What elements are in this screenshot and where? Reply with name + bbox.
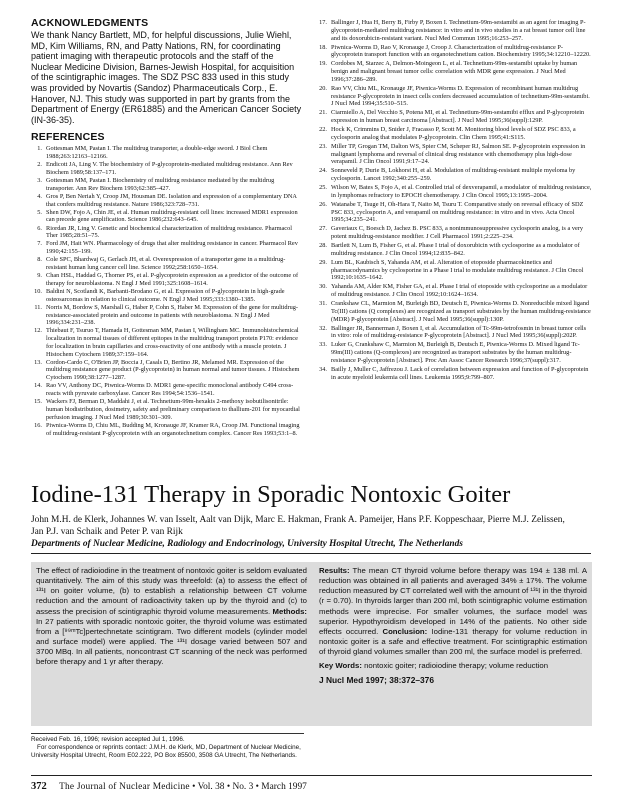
reference-text: Rao VV, Chiu ML, Kronauge JF, Piwnica-Worms D. Expression of recombinant human multidrug resistance P-glycoprotein in insect cells confers decreased accumulation of technetium-99m-sestamibi. J Nucl Med 1994;35:510–515. [331,84,590,108]
reference-text: Gros P, Ben Neriah Y, Croop JM, Housman DE. Isolation and expression of a complementary DNA that confers multidrug resistance. Nature 1986;323:728–731. [46,192,297,208]
reference-item [31,177,304,193]
reference-item [316,184,592,200]
abstract-intro: The effect of radioiodine in the treatment of nontoxic goiter is seldom evaluated quantitatively. The aim of this study was threefold: (a) to assess the effect of ¹³¹I on goiter volume, (b) to establish a relationship between CT volume reduction and the amount of radioactivity taken up by the thyroid and (c) to assess the precision of scintigraphic thyroid volume measurements. [36,566,307,616]
page-number: 372 [31,781,47,792]
journal-name: The Journal of Nuclear Medicine [59,782,190,792]
reference-number: 33. [319,341,327,349]
abstract-box [31,562,592,726]
reference-item [316,225,592,241]
footnote-divider [31,733,304,734]
reference-number: 22. [319,126,327,133]
reference-number: 6. [37,224,42,232]
reference-number: 32. [319,324,327,332]
footer-divider [31,775,592,776]
reference-item [31,193,304,209]
reference-item [316,259,592,282]
reference-text: Riordan JR, Ling V. Genetic and biochemical characterization of multidrug resistance. Pharmacol Ther 1985;28:51–75. [46,224,292,240]
correspondence-note: For correspondence or reprints contact: J.M.H. de Klerk, MD, Department of Nuclear Medicine, University Hospital Utrecht, Room E02.222, PO Box 85500, 3508 GA Utrecht, The Netherlands. [31,743,301,759]
reference-item [31,288,304,304]
reference-item [31,327,304,358]
reference-item [31,272,304,288]
footer-separator: • [226,782,231,792]
reference-text: Hock K, Crimmins D, Snider J, Fracasso P, Scott M. Monitoring blood levels of SDZ PSC 833, a cyclosporin analog that modulates P-glycoprotein. Clin Chem 1995;41:S115. [331,126,576,141]
reference-number: 19. [319,60,327,68]
reference-text: Luker G, Crankshaw C, Marmion M, Burleigh B, Deutsch E, Piwnica-Worms D. Mixed ligand Tc-99m(III) cations (Q-complexes) are recognized as transport substrates by the human multidrug-resistance P-glycoprotein [Abstract]. Proc Am Assoc Cancer Research 1996;37(suppl):317. [331,341,580,364]
reference-number: 14. [34,382,42,390]
reference-text: Cordon-Cardo C, O'Brien JP, Boccia J, Casals D, Bertino JR, Melamed MR. Expression of the multidrug resistance gene product (P-glycoprotein) in human normal and tumor tissues. J Histochem Cytochem 1990;38:1277–1287. [46,358,300,382]
abstract-left-column [36,566,307,668]
title-divider [31,553,591,554]
reference-text: Sonneveld P, Durie B, Lokhorst H, et al. Modulation of multidrug-resistant multiple myeloma by cyclosporin. Lancet 1992;340:255–259. [331,167,576,182]
reference-text: Yahanda AM, Alder KM, Fisher GA, et al. Phase I trial of etoposide with cyclosporine as a modulator of multidrug resistance. J Clin Oncol 1992;10:1624–1634. [331,283,588,298]
abstract-conclusion: Iodine-131 therapy for volume reduction in nontoxic goiter is a safe and effective treatment. For scintigraphic estimation of thyroid gland volumes smaller than 200 ml, the surface model is preferred. [319,626,588,657]
journal-date: March 1997 [261,782,307,792]
reference-text: Thiebaut F, Tsuruo T, Hamada H, Gottesman MM, Pastan I, Willingham MC. Immunohistochemical localization in normal tissues of different epitopes in the multidrug transport protein P170: evidence for localization in brain capillaries and cross-reactivity of one antibody with a muscle protein. J Histochem Cytochem 1989;37:159–164. [46,327,299,358]
reference-text: Gaveriaux C, Boesch D, Jachez B. PSC 833, a nonimmunosuppressive cyclosporin analog, is a very potent multidrug-resistance modifier. J Cell Pharmacol 1991;2:225–234. [331,225,584,240]
keywords-text: nontoxic goiter; radioiodine therapy; volume reduction [364,661,549,671]
abstract-paragraph [36,566,307,668]
reference-text: Endicott JA, Ling V. The biochemistry of P-glycoprotein-mediated multidrug resistance. Ann Rev Biochem 1989;58:137–171. [46,161,293,176]
reference-text: Shen DW, Fojo A, Chin JE, et al. Human multidrug-resistant cell lines: increased MDR1 expression can precede gene amplification. Science 1986;232:643–645. [46,208,298,224]
reference-item [316,283,592,299]
reference-number: 17. [319,19,327,26]
reference-number: 15. [34,398,42,406]
reference-text: Ford JM, Hait WN. Pharmacology of drugs that alter multidrug resistance in cancer. Pharmacol Rev 1990;42:155–199. [46,240,298,256]
reference-text: Lum BL, Kaubisch S, Yahanda AM, et al. Alteration of etoposide pharmacokinetics and pharmacodynamics by cyclosporine in a Phase I trial to modulate multidrug resistance. J Clin Oncol 1992;10:1635–1642. [331,258,584,282]
abstract-methods: In 27 patients with sporadic nontoxic goiter, the thyroid volume was estimated from a [⁹⁹ᵐTc]pertechnetate scintigram. Two different models (cylinder model and surface model) were applied. The ¹³¹I dosage varied between 507 and 3700 MBq. In all patients, noncontrast CT scanning of the neck was performed before therapy and 1 yr after therapy. [36,616,307,667]
reference-text: Baldini N, Scotlandi K, Barbanti-Brodano G, et al. Expression of P-glycoprotein in high-grade osteosarcomas in relation to clinical outcome. N Engl J Med 1995;333:1380–1385. [46,287,285,303]
journal-issue: No. 3 [232,782,254,792]
reference-text: Gottesman MM, Pastan I. The multidrug transporter, a double-edge sword. J Biol Chem 1988;263:12163–12166. [46,145,268,161]
footer-separator: • [255,782,259,792]
conclusion-label: Conclusion: [382,626,428,636]
reference-number: 5. [37,208,42,216]
reference-text: Rao VV, Anthony DC, Piwnica-Worms D. MDR1 gene-specific monoclonal antibody C494 cross-reacts with pyruvate carboxylase. Cancer Res 1994;54:1536–1541. [46,382,294,398]
reference-text: Ciarmiello A, Del Vecchio S, Potena MI, et al. Technetium-99m-sestamibi efflux and P-glycoprotein expression in human breast carcinoma [Abstract]. J Nucl Med 1995;36(suppl):129P. [331,109,585,124]
reference-number: 2. [37,161,42,169]
reference-item [316,366,592,382]
reference-item [316,85,592,108]
reference-text: Ballinger JR, Bannerman J, Boxen I, et al. Accumulation of Tc-99m-tetrofosmin in breast tumor cells in vitro: role of multidrug-resistance P-glycoprotein [Abstract]. J Nucl Med 1995;36(suppl):202P. [331,324,587,340]
reference-number: 34. [319,365,327,373]
reference-item [31,359,304,382]
reference-number: 10. [34,287,42,295]
reference-item [316,167,592,183]
reference-item [31,256,304,272]
reference-number: 29. [319,258,327,266]
footer-separator: • [192,782,196,792]
received-dates: Received Feb. 16, 1996; revision accepted Jul 1, 1996. [31,736,185,743]
reference-item [31,240,304,256]
reference-text: Piwnica-Worms D, Chiu ML, Budding M, Kronauge JF, Kramer RA, Croop JM. Functional imaging of multidrug-resistant P-glycoprotein with an organotechnetium complex. Cancer Res 1993;53:1–8. [46,421,300,437]
methods-label: Methods: [272,606,307,616]
right-column [316,17,592,383]
references-heading: REFERENCES [31,131,105,144]
page-footer [31,781,592,793]
reference-number: 18. [319,43,327,51]
reference-item [316,201,592,224]
reference-number: 4. [37,192,42,200]
reference-text: Gottesman MM, Pastan I. Biochemistry of multidrug resistance mediated by the multidrug transporter. Ann Rev Biochem 1993;62:385–427. [46,177,275,192]
reference-text: Miller TP, Grogan TM, Dalton WS, Spier CM, Scheper RJ, Salmon SE. P-glycoprotein expression in malignant lymphoma and reversal of clinical drug resistance with chemotherapy plus high-dose verapamil. J Clin Oncol 1991;9:17–24. [331,142,586,166]
reference-item [316,60,592,83]
reference-number: 20. [319,84,327,92]
reference-text: Crankshaw CL, Marmion M, Burleigh BD, Deutsch E, Piwnica-Worms D. Nonreducible mixed ligand Tc(III) cations (Q complexes) are recognized as transport substrates by the human multidrug-resistance (MDR) P-glycoprotein [Abstract]. J Nucl Med 1995;36(suppl):130P. [331,300,591,323]
reference-item [316,143,592,166]
reference-item [316,242,592,258]
reference-text: Cole SPC, Bhardwaj G, Gerlach JH, et al. Overexpression of a transporter gene in a multidrug-resistant human lung cancer cell line. Science 1992;258:1650–1654. [46,256,286,271]
reference-number: 8. [37,256,42,264]
references-list-right [316,19,592,381]
reference-item [316,300,592,323]
reference-number: 23. [319,142,327,150]
reference-item [31,382,304,398]
reference-item [31,225,304,241]
reference-number: 1. [37,145,42,153]
reference-number: 27. [319,225,327,233]
reference-item [31,422,304,438]
reference-item [31,145,304,161]
reference-item [316,126,592,142]
reference-item [31,304,304,327]
keywords-label: Key Words: [319,661,362,671]
reference-text: Bartlett N, Lum B, Fisher G, et al. Phase I trial of doxorubicin with cyclosporine as a modulator of multidrug resistance. J Clin Oncol 1994;12:835–842. [331,242,580,257]
abstract-results-paragraph [319,566,587,657]
reference-item [31,161,304,177]
reference-item [316,44,592,60]
reference-text: Cordobes M, Starzec A, Delmon-Moingeon L, et al. Technetium-99m-sestamibi uptake by human benign and malignant breast tumor cells: correlation with MDR gene expression. J Nucl Med 1996;37:286–289. [331,60,578,83]
reference-item [316,341,592,364]
article-title: Iodine-131 Therapy in Sporadic Nontoxic Goiter [31,481,511,508]
abstract-results: The mean CT thyroid volume before therapy was 194 ± 138 ml. A reduction was obtained in all patients and averaged 34% ± 17%. The volume reduction measured by CT correlated well with the amount of ¹³¹I in the thyroid (r = 0.70). In thyroids larger than 200 ml, both scintigraphic volume estimation methods were imprecise. For smaller volumes, the surface model was superior. Hypothyroidism developed in 14% of the patients. No other side effects occurred. [319,566,587,636]
acknowledgments-text: We thank Nancy Bartlett, MD, for helpful discussions, Julie Wiehl, MD, Kim Williams, RN, and Patty Nations, RN, for coordinating patient imaging with therapeutic protocols and the staff of the Nuclear Medicine Division, Barnes-Jewish Hospital, for acquisition of the scintigraphic images. The SDZ PSC 833 used in this study was provided by Novartis (Sandoz) Pharmaceuticals Corp., E. Hanover, NJ. This study was supported in part by grants from the Department of Energy (ER61885) and the American Cancer Society (IN-36-35). [31,30,302,125]
reference-number: 21. [319,109,327,117]
reference-number: 24. [319,167,327,175]
reference-item [31,398,304,421]
abstract-right-column [319,566,587,685]
article-authors: John M.H. de Klerk, Johannes W. van Isselt, Aalt van Dijk, Marc E. Hakman, Frank A. Pameijer, Hans P.F. Koppeschaar, Pierre M.J. Zelissen, Jan P.J. van Schaik and Peter P. van Rijk [31,515,565,537]
references-list-left [31,145,304,437]
reference-number: 16. [34,421,42,429]
reference-number: 11. [34,303,42,311]
reference-number: 30. [319,283,327,291]
reference-item [316,325,592,341]
reference-number: 28. [319,242,327,249]
reference-number: 25. [319,184,327,191]
article-affiliation: Departments of Nuclear Medicine, Radiology and Endocrinology, University Hospital Utrecht, The Netherlands [31,539,463,549]
reference-item [31,209,304,225]
reference-number: 9. [37,272,42,280]
reference-number: 12. [34,327,42,335]
footnote [31,733,311,760]
reference-number: 26. [319,200,327,208]
reference-item [316,109,592,125]
reference-text: Piwnica-Worms D, Rao V, Kronauge J, Croop J. Characterization of multidrug-resistance P-glycoprotein transport function with an organotechnetium cation. Biochemistry 1995;34:12210–12220. [331,43,591,59]
journal-citation: J Nucl Med 1997; 38:372–376 [319,674,434,685]
reference-text: Wilson W, Bates S, Fojo A, et al. Controlled trial of dexverapamil, a modulator of multidrug resistance, in lymphomas refractory to EPOCH chemotherapy. J Clin Oncol 1995;13:1995–2004. [331,184,592,199]
reference-text: Ballinger J, Hua H, Berry B, Firby P, Boxen I. Technetium-99m-sestamibi as an agent for imaging P-glycoprotein-mediated multidrug resistance: in vitro and in vivo studies in a rat breast tumor cell line and its doxorubicin-resistant variant. Nucl Med Commun 1995;16:253–257. [331,19,586,42]
reference-number: 31. [319,300,327,307]
results-label: Results: [319,566,350,575]
reference-text: Chan HSL, Haddad G, Thorner PS, et al. P-glycoprotein expression as a predictor of the outcome of therapy for neuroblastoma. N Engl J Med 1991;325:1608–1614. [46,272,299,287]
reference-text: Watanabe T, Tsuge H, Oh-Hara T, Naito M, Tsuru T. Comparative study on reversal efficacy of SDZ PSC 833, cyclosporin A, and verapamil on multidrug resistance: in vitro and in vivo. Acta Oncol 1995;34:235–241. [331,200,584,224]
reference-text: Norris M, Bordow S, Marshall G, Haber P, Cohn S, Haber M. Expression of the gene for multidrug-resistance-associated protein and outcome in patients with neuroblastoma. N Engl J Med 1996;334:231–238. [46,303,299,327]
reference-number: 3. [37,177,42,185]
reference-text: Bailly J, Muller C, Jaffrezou J. Lack of correlation between expression and function of P-glycoprotein in acute myeloid leukemia cell lines. Leukemia 1995;9:799–807. [331,365,589,381]
keywords-line [319,661,587,671]
left-column [31,17,304,438]
reference-item [316,19,592,42]
reference-number: 7. [37,240,42,248]
journal-volume: Vol. 38 [197,782,225,792]
reference-text: Wackers FJ, Berman D, Maddahi J, et al. Technetium-99m-hexakis 2-methoxy isobutilisonitrile: human biodistribution, dosimetry, safety and preliminary comparison to thallium-201 for myocardial perfusion imaging. J Nucl Med 1989;30:301–309. [46,398,300,421]
reference-number: 13. [34,358,42,366]
acknowledgments-heading: ACKNOWLEDGMENTS [31,17,149,29]
